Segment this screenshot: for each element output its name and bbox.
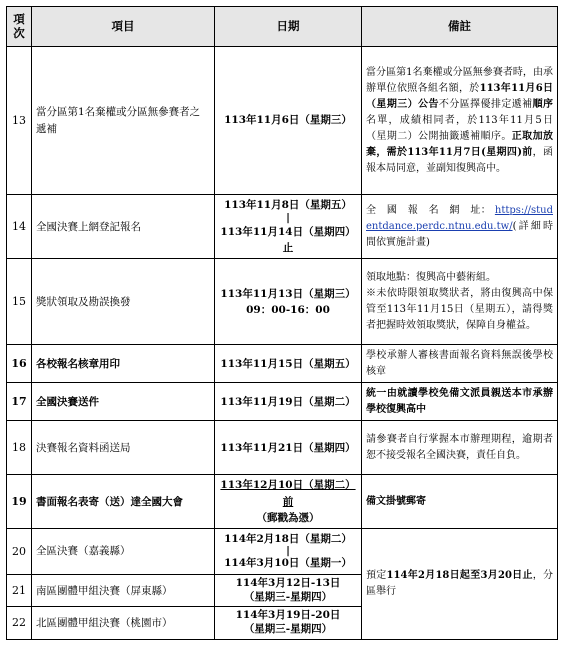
date-separator: |: [286, 545, 290, 558]
note-text: ※未依時限領取獎狀者，將由復興高中保管至113年11月15日（星期五），請得獎者把握時效領取獎狀，保障自身權益。: [366, 287, 553, 331]
row-date: 113年11月15日（星期五）: [215, 345, 362, 383]
date-note: （郵戳為憑）: [256, 511, 320, 524]
row-item: 書面報名表寄（送）達全國大會: [32, 475, 215, 529]
table-row: [7, 421, 558, 475]
row-date: [215, 475, 362, 529]
date-time: 09：00-16：00: [246, 303, 330, 316]
table-row: [7, 475, 558, 529]
note-text: 全 國 報 名 網 址：: [366, 204, 492, 216]
row-number: 14: [7, 195, 32, 259]
note-bold: 順序: [532, 98, 554, 110]
row-number: 18: [7, 421, 32, 475]
date-end: 113年11月14日（星期四）止: [220, 225, 356, 255]
row-number: 17: [7, 383, 32, 421]
note-text: ，函報本局同意，並副知復興高中。: [366, 146, 553, 174]
date-weekday: （星期三-星期四）: [243, 590, 333, 603]
row-date: [215, 259, 362, 345]
table-row: [7, 195, 558, 259]
note-text: (詳細時間依實施計畫): [366, 220, 553, 248]
row-item: 當分區第1名棄權或分區無參賽者之遞補: [32, 47, 215, 195]
table-row: [7, 383, 558, 421]
note-text: 當分區第1名棄權或分區無參賽者時，由承辦單位依照各組名額，於: [366, 66, 553, 94]
note-text: 預定: [366, 569, 387, 581]
note-text: 不分區擇優排定遞補: [438, 98, 533, 110]
note-bold: 正取加放棄，需於113年11月7日(星期四)前: [366, 130, 554, 158]
row-number: 15: [7, 259, 32, 345]
row-item: 各校報名核章用印: [32, 345, 215, 383]
row-note: [362, 259, 558, 345]
row-item: 北區團體甲組決賽（桃園市）: [32, 607, 215, 639]
row-item: 南區團體甲組決賽（屏東縣）: [32, 575, 215, 607]
header-num: 項 次: [7, 7, 32, 47]
table-row: [7, 345, 558, 383]
row-note: [362, 47, 558, 195]
date-separator: |: [286, 212, 290, 225]
header-note: 備註: [362, 7, 558, 47]
row-date: 113年11月21日（星期四）: [215, 421, 362, 475]
date-start: 113年12月10日（星期二）前: [220, 479, 356, 508]
row-item: 全國決賽上網登記報名: [32, 195, 215, 259]
table-row: [7, 529, 558, 575]
row-number: 22: [7, 607, 32, 639]
row-item: 決賽報名資料函送局: [32, 421, 215, 475]
date-start: 113年11月8日（星期五）: [224, 199, 352, 211]
row-number: 19: [7, 475, 32, 529]
registration-link[interactable]: https://studentdance.perdc.ntnu.edu.tw/: [366, 204, 553, 232]
row-note: 統一由就讀學校免備文派員親送本市承辦學校復興高中: [362, 383, 558, 421]
row-date: [215, 195, 362, 259]
row-number: 20: [7, 529, 32, 575]
row-date: 113年11月19日（星期二）: [215, 383, 362, 421]
row-date: [215, 607, 362, 639]
date-start: 114年2月18日（星期二）: [224, 532, 352, 545]
header-date: 日期: [215, 7, 362, 47]
row-date: [215, 529, 362, 575]
merged-note: [362, 529, 558, 640]
row-note: [362, 195, 558, 259]
header-item: 項目: [32, 7, 215, 47]
row-date: [215, 575, 362, 607]
row-number: 13: [7, 47, 32, 195]
date-start: 113年11月13日（星期三）: [220, 287, 356, 300]
row-item: 全國決賽送件: [32, 383, 215, 421]
note-text: 名單，成績相同者，於113年11月5日（星期二）公開抽籤遞補順序。: [366, 114, 553, 142]
table-header-row: [7, 7, 558, 47]
date-weekday: （星期三-星期四）: [243, 623, 333, 636]
table-row: [7, 47, 558, 195]
row-note: 備文掛號郵寄: [362, 475, 558, 529]
row-date: 113年11月6日（星期三）: [215, 47, 362, 195]
date-start: 114年3月12日-13日: [235, 577, 341, 590]
date-end: 114年3月10日（星期一）: [224, 556, 352, 569]
row-item: 獎狀領取及勘誤換發: [32, 259, 215, 345]
row-note: 請參賽者自行掌握本市辦理期程，逾期者恕不接受報名全國決賽，責任自負。: [362, 421, 558, 475]
row-item: 全區決賽（嘉義縣）: [32, 529, 215, 575]
row-number: 16: [7, 345, 32, 383]
row-note: 學校承辦人審核書面報名資料無誤後學校核章: [362, 345, 558, 383]
table-row: [7, 259, 558, 345]
note-bold: 114年2月18日起至3月20日止: [386, 569, 533, 581]
note-text: 領取地點：復興高中藝術組。: [366, 271, 496, 283]
schedule-table: [6, 6, 558, 640]
note-text: ，分區舉行: [366, 569, 554, 597]
note-bold: 113年11月6日（星期三）公告: [366, 82, 553, 110]
date-start: 114年3月19日-20日: [235, 609, 341, 622]
row-number: 21: [7, 575, 32, 607]
